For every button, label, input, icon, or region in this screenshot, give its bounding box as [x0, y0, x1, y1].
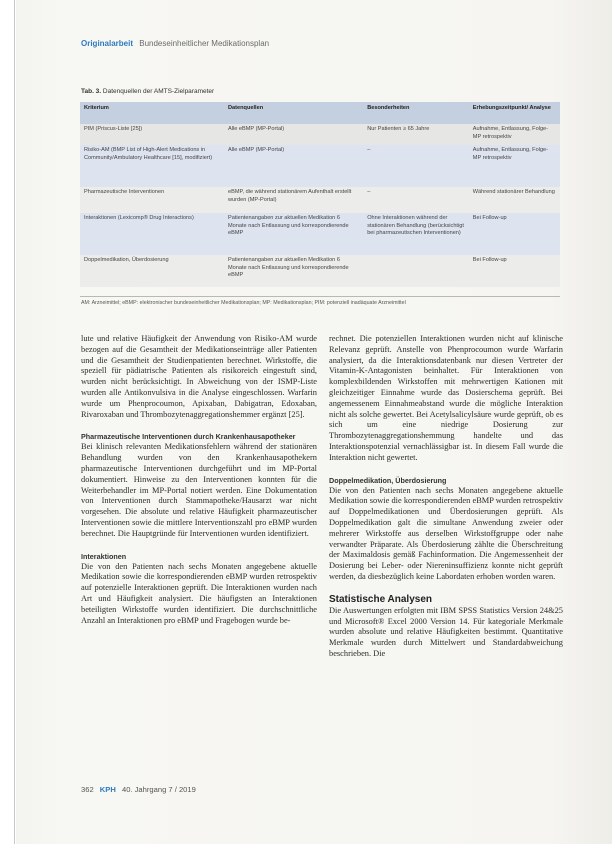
- article-topic: Bundeseinheitlicher Medikationsplan: [139, 39, 270, 48]
- table-cell: Risiko-AM (BMP List of High-Alert Medications in Community/Ambulatory Healthcare [15], modifiziert): [80, 145, 224, 187]
- text-column-left: [81, 334, 317, 626]
- table-header-cell: Datenquellen: [224, 102, 363, 124]
- table-cell: Patientenangaben zur aktuellen Medikation 6 Monate nach Entlassung und korrespondierende eBMP: [224, 213, 363, 255]
- table-cell: Pharmazeutische Interventionen: [80, 187, 224, 213]
- table-cell: –: [363, 145, 469, 187]
- table-cell: Bei Follow-up: [469, 213, 560, 255]
- table-cell: –: [363, 187, 469, 213]
- body-paragraph: Bei klinisch relevanten Medikationsfehlern während der stationären Behandlung wurden von den Krankenhausapothekern pharmazeutische Interventionen durchgeführt und im MP-Portal dokumentiert. Hinweise zu den Interventionen konnten für die Weiterbehandler im MP-Portal notiert werden. Eine Dokumentation von Interventionen durch Stammapotheke/Hausarzt war nicht vorgesehen. Die absolute und relative Häufigkeit pharmazeutischer Interventionen sowie die mittlere Interventionszahl pro eBMP wurden berechnet. Die Hauptgründe für Interventionen wurden identifiziert.: [81, 442, 317, 538]
- table-row: [80, 124, 560, 145]
- scan-edge: [0, 0, 16, 844]
- table-header-cell: Besonderheiten: [363, 102, 469, 124]
- table-cell: Aufnahme, Entlassung, Folge-MP retrospektiv: [469, 124, 560, 145]
- section-heading: Statistische Analysen: [329, 593, 433, 605]
- table-cell: Patientenangaben zur aktuellen Medikation 6 Monate nach Entlassung und korrespondierende eBMP: [224, 255, 363, 287]
- table-cell: Während stationärer Behandlung: [469, 187, 560, 213]
- table-header-row: [80, 102, 560, 124]
- table-cell: Aufnahme, Entlassung, Folge-MP retrospektiv: [469, 145, 560, 187]
- subsection-heading: Interaktionen: [81, 551, 127, 561]
- table-cell: Bei Follow-up: [469, 255, 560, 287]
- journal-brand: KPH: [99, 785, 116, 794]
- table-caption: [81, 88, 214, 95]
- table-footnote: AM: Arzneimittel; eBMP: elektronischer bundeseinheitlicher Medikationsplan; MP: Medikationsplan; PIM: potenziell inadäquate Arzneimittel: [81, 300, 406, 306]
- table-row: [80, 255, 560, 287]
- body-paragraph: Die von den Patienten nach sechs Monaten angegebene aktuelle Medikation sowie die korrespondierenden eBMP wurden retrospektiv auf potenzielle Interaktionen geprüft. Die Interaktionen wurden nach Art und Häufigkeit analysiert. Die häufigsten an Interaktionen beteiligten Wirkstoffe wurden identifiziert. Die durchschnittliche Anzahl an Interaktionen pro eBMP und Fragebogen wurde be-: [81, 561, 317, 625]
- table-cell: Doppelmedikation, Überdosierung: [80, 255, 224, 287]
- table-cell: Nur Patienten ≥ 65 Jahre: [363, 124, 469, 145]
- running-header: [81, 39, 551, 48]
- table-cell: eBMP, die während stationärem Aufenthalt erstellt wurden (MP-Portal): [224, 187, 363, 213]
- table-cell: [363, 255, 469, 287]
- text-column-right: [329, 334, 563, 660]
- page-number: 362: [81, 785, 94, 794]
- page-footer: [81, 785, 196, 794]
- body-paragraph: Die Auswertungen erfolgten mit IBM SPSS Statistics Version 24&25 und Microsoft® Excel 2000 Version 14. Für kategoriale Merkmale wurden absolute und relative Häufigkeiten bestimmt. Quantitative Merkmale wurden durch Mittelwert und Standardabweichung beschrieben. Die: [329, 605, 563, 658]
- table-row: [80, 145, 560, 187]
- table-cell: PIM (Priscus-Liste [25]): [80, 124, 224, 145]
- table-row: [80, 213, 560, 255]
- table-cell: Interaktionen (Lexicomp® Drug Interactions): [80, 213, 224, 255]
- table-header-cell: Kriterium: [80, 102, 224, 124]
- scan-edge-line: [14, 0, 15, 844]
- table-cell: Alle eBMP (MP-Portal): [224, 145, 363, 187]
- table-bottom-rule: [80, 296, 560, 297]
- body-paragraph: lute und relative Häufigkeit der Anwendung von Risiko-AM wurde bezogen auf die Gesamtheit der Medikationseinträge aller Patienten und die Gesamtheit der Studienpatienten berechnet. Wirkstoffe, die speziell für pädiatrische Patienten als risikoreich eingestuft sind, wurden nicht berücksichtigt. In Abweichung von der ISMP-Liste wurden alle Antikonvulsiva in die Analyse eingeschlossen. Warfarin wurde um Phenprocoumon, Apixaban, Dabigatran, Edoxaban, Rivaroxaban und Thrombozytenaggregationshemmer ergänzt [25].: [81, 334, 317, 419]
- body-paragraph: Die von den Patienten nach sechs Monaten angegebene aktuelle Medikation sowie die korrespondierenden eBMP wurden retrospektiv auf Doppelmedikationen und Überdosierungen geprüft. Als Doppelmedikation galt die simultane Anwendung zweier oder mehrerer Wirkstoffe aus derselben Wirkstoffgruppe oder nahe verwandter Präparate. Als Überdosierung zählte die Überschreitung der Maximaldosis gemäß Fachinformation. Die Angemessenheit der Dosierung bei Leber- oder Niereninsuffizienz konnte nicht geprüft werden, da diesbezüglich keine Labordaten erhoben worden waren.: [329, 485, 563, 581]
- table-cell: Ohne Interaktionen während der stationären Behandlung (berücksichtigt bei pharmazeutischen Interventionen): [363, 213, 469, 255]
- table-row: [80, 187, 560, 213]
- article-type: Originalarbeit: [81, 39, 134, 48]
- subsection-heading: Doppelmedikation, Überdosierung: [329, 475, 447, 485]
- data-sources-table: [80, 102, 560, 287]
- table-header-cell: Erhebungszeitpunkt/ Analyse: [469, 102, 560, 124]
- journal-issue: 40. Jahrgang 7 / 2019: [121, 785, 196, 794]
- table-caption-label: Tab. 3.: [81, 88, 102, 95]
- table-caption-text: Datenquellen der AMTS-Zielparameter: [102, 88, 215, 95]
- body-paragraph: rechnet. Die potenziellen Interaktionen wurden nicht auf klinische Relevanz geprüft. Anstelle von Phenprocoumon wurde Warfarin analysiert, da die Interaktionsdatenbank nur diesen Vertreter der Vitamin-K-Antagonisten beinhaltet. Für Interaktionen von komplexbildenden Wirkstoffen mit mehrwertigen Kationen mit gleichzeitiger Einnahme wurde das Dosierschema geprüft. Bei angemessenem Einnahmeabstand wurde die mögliche Interaktion nicht als solche gewertet. Bei Acetylsalicylsäure wurde geprüft, ob es sich um eine niedrige Dosierung zur Thrombozytenaggregationshemmung handelte und das Interaktionspotenzial vernachlässigbar ist. In diesem Fall wurde die Interaktion nicht gewertet.: [329, 334, 563, 462]
- subsection-heading: Pharmazeutische Interventionen durch Krankenhausapotheker: [81, 432, 296, 442]
- table-cell: Alle eBMP (MP-Portal): [224, 124, 363, 145]
